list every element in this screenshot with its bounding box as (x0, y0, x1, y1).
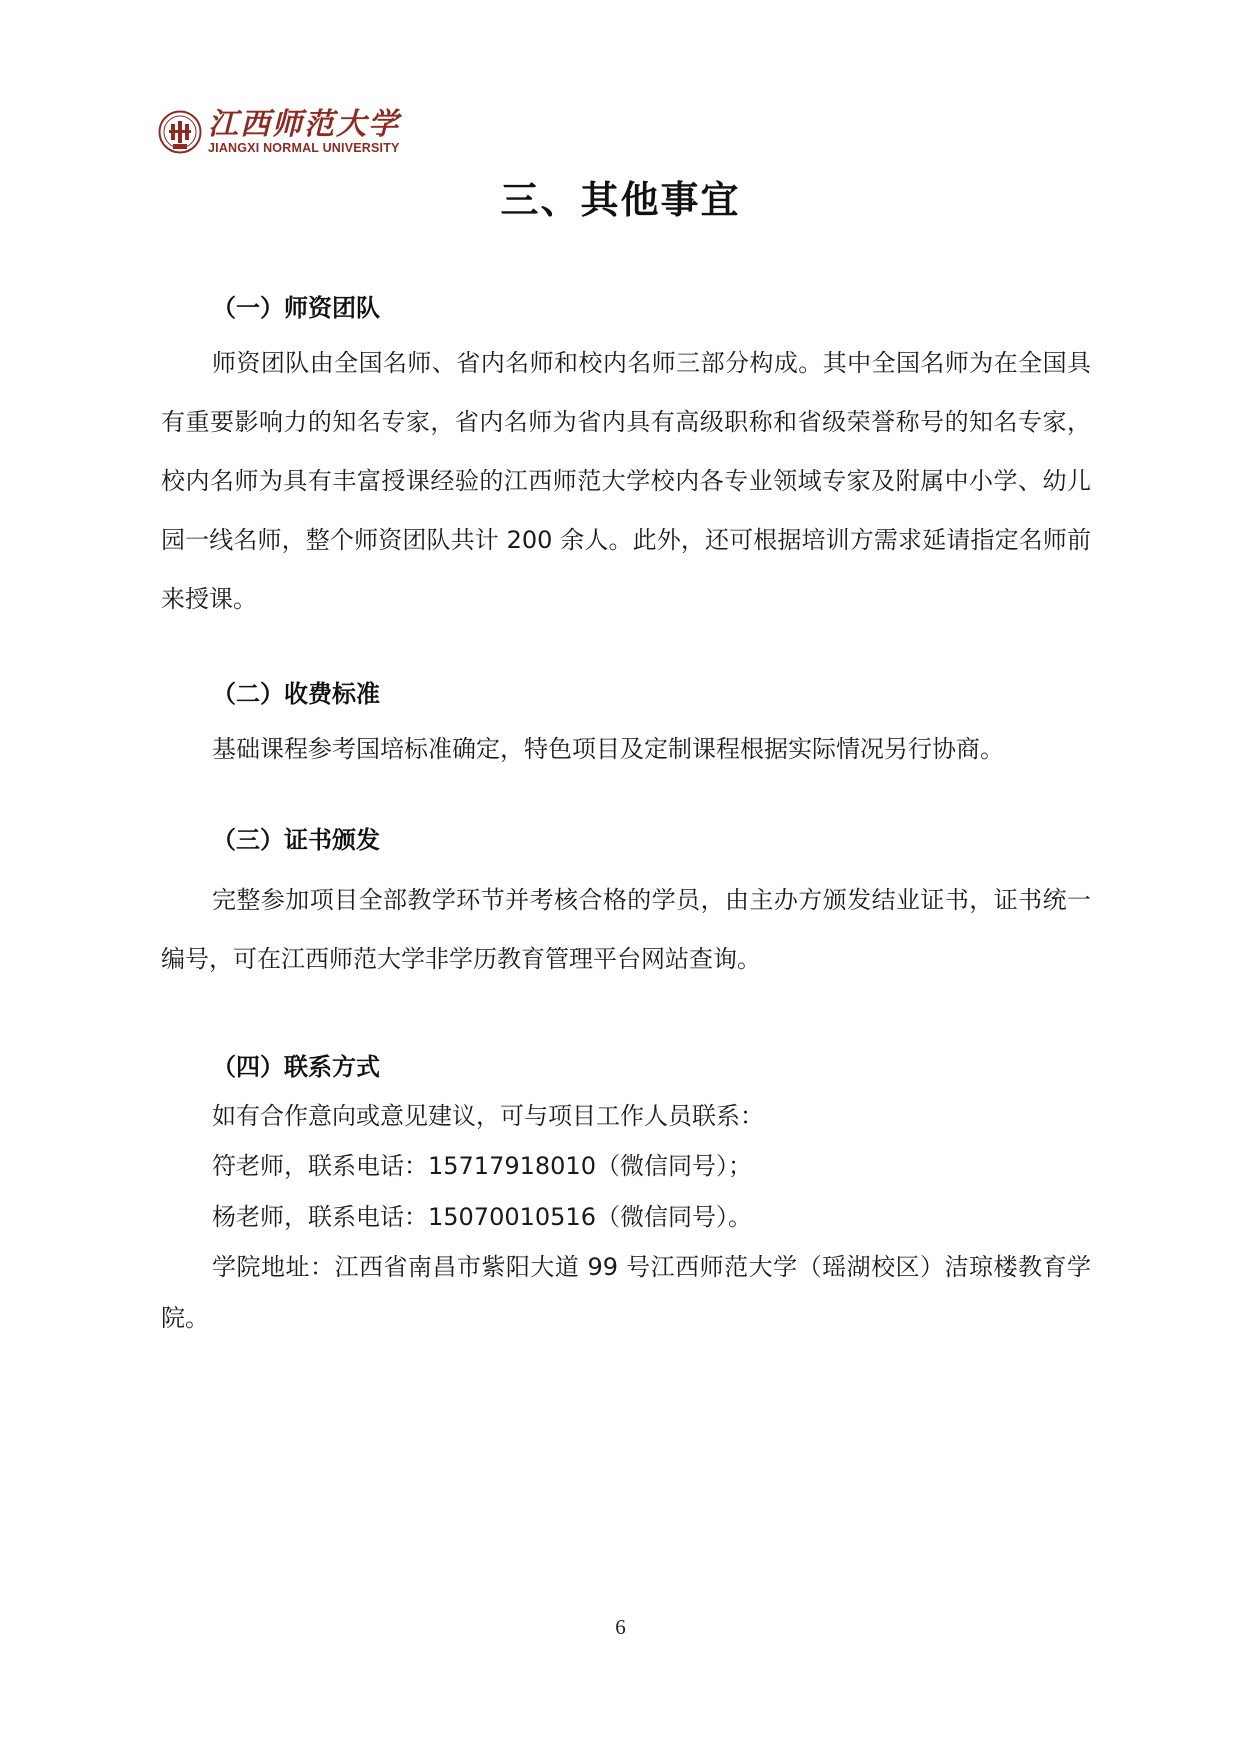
university-name-en: JIANGXI NORMAL UNIVERSITY (208, 141, 400, 155)
section-body-fees: 基础课程参考国培标准确定，特色项目及定制课程根据实际情况另行协商。 (212, 735, 1004, 763)
section-body-certificate: 完整参加项目全部教学环节并考核合格的学员，由主办方颁发结业证书，证书统一编号，可在江西师范大学非学历教育管理平台网站查询。 (161, 886, 1091, 973)
section-heading-contact: （四）联系方式 (212, 1053, 380, 1081)
section-heading-faculty: （一）师资团队 (212, 294, 380, 322)
section-body-faculty: 师资团队由全国名师、省内名师和校内名师三部分构成。其中全国名师为在全国具有重要影响力的知名专家，省内名师为省内具有高级职称和省级荣誉称号的知名专家，校内名师为具有丰富授课经验的江西师范大学校内各专业领域专家及附属中小学、幼儿园一线名师，整个师资团队共计 200 余人。此外，还可根据培训方需求延请指定名师前来授课。 (161, 349, 1091, 613)
contact-address: 学院地址：江西省南昌市紫阳大道 99 号江西师范大学（瑶湖校区）洁琼楼教育学院。 (161, 1253, 1091, 1332)
contact-item: 杨老师，联系电话：15070010516（微信同号）。 (212, 1203, 752, 1231)
contact-intro: 如有合作意向或意见建议，可与项目工作人员联系： (212, 1102, 764, 1130)
contact-item: 符老师，联系电话：15717918010（微信同号）； (212, 1152, 752, 1180)
section-heading-fees: （二）收费标准 (212, 680, 380, 708)
university-seal-icon (158, 110, 202, 154)
page-number: 6 (615, 1615, 626, 1639)
university-name-cn: 江西师范大学 (208, 107, 400, 142)
page-title: 三、其他事宜 (500, 178, 741, 222)
university-logo (158, 107, 418, 156)
section-heading-certificate: （三）证书颁发 (212, 826, 380, 854)
